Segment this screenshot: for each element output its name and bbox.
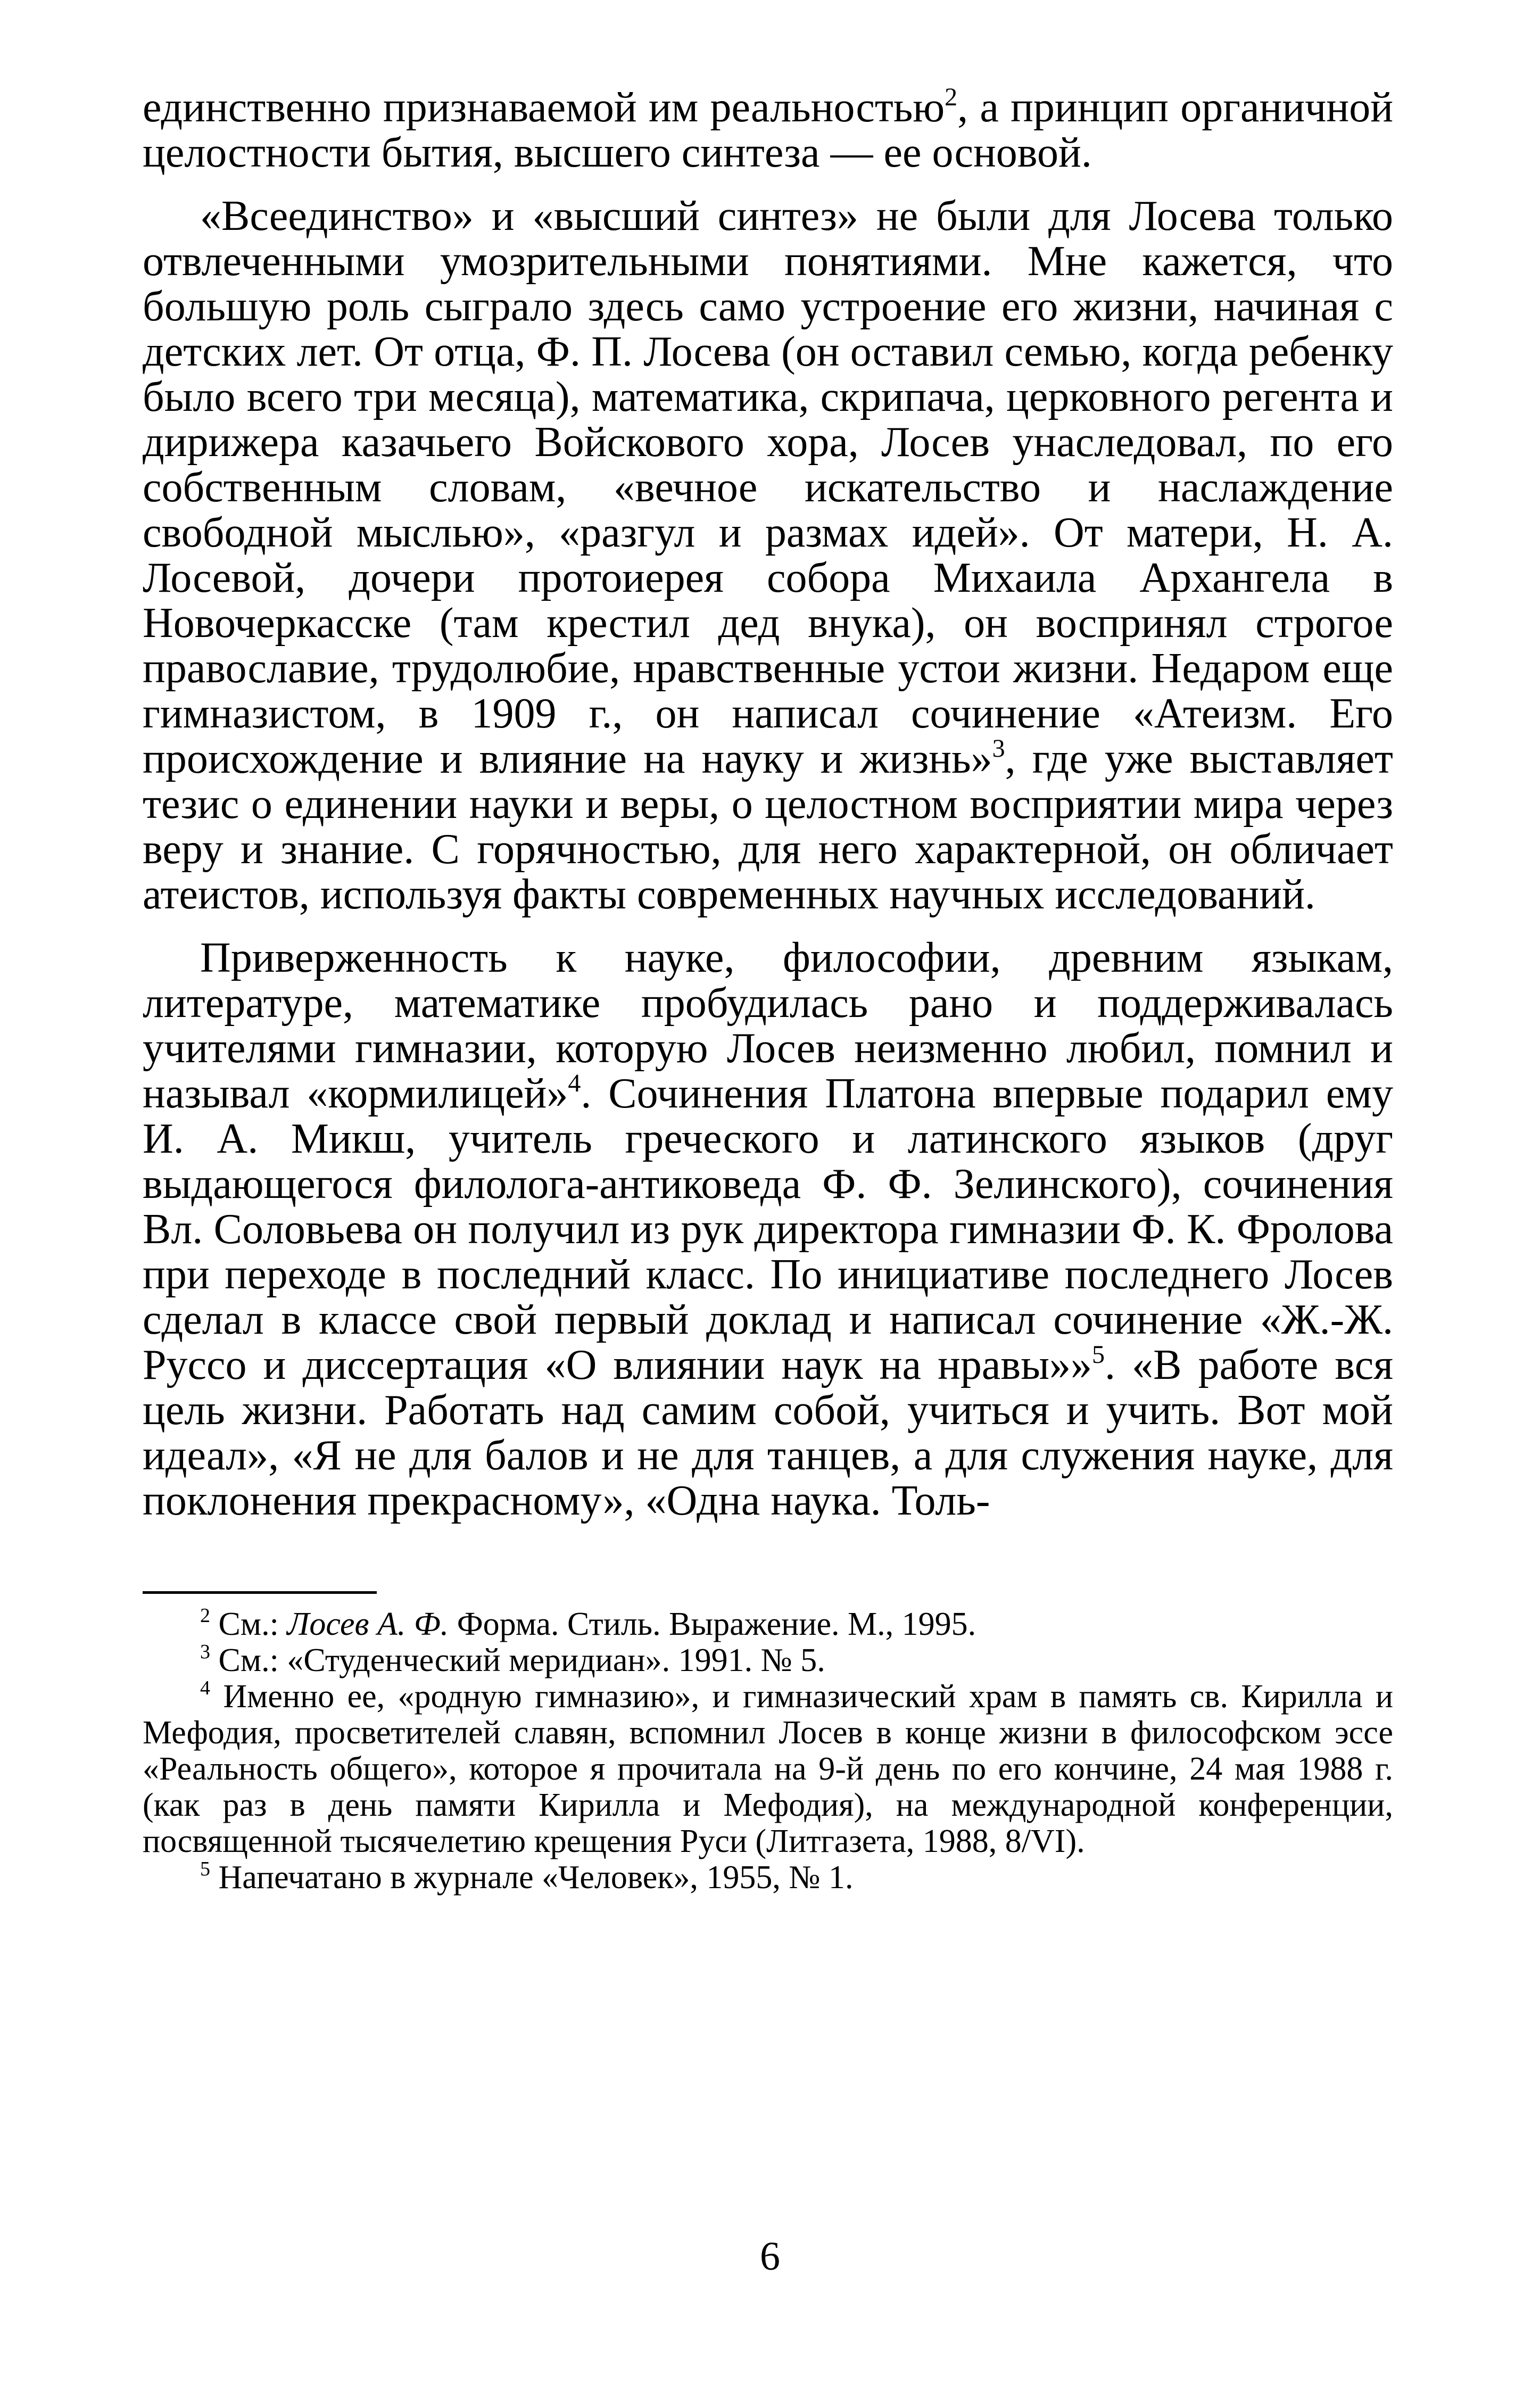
footnote-4 (143, 1678, 1393, 1859)
paragraph-3-text-b: . Сочинения Платона впервые подарил ему И. А. Микш, учитель греческого и латинского языков (друг выдающегося филолога-антиковеда Ф. Ф. Зелинского), сочинения Вл. Соловьева он получил из рук директора гимназии Ф. К. Фролова при переходе в последний класс. По инициативе последнего Лосев сделал в классе свой первый доклад и написал сочинение «Ж.-Ж. Руссо и диссертация «О влиянии наук на нравы»» (143, 1070, 1393, 1388)
footnote-3 (143, 1642, 1393, 1678)
paragraph-3-text-c: . «В работе вся цель жизни. Работать над самим собой, учиться и учить. Вот мой идеал», «Я не для балов и не для танцев, а для служения науке, для поклонения прекрасному», «Одна наука. Толь- (143, 1342, 1393, 1524)
paragraph-3-text-a: Приверженность к науке, философии, древним языкам, литературе, математике пробудилась рано и поддерживалась учителями гимназии, которую Лосев неизменно любил, помнил и называл «кормилицей» (143, 934, 1393, 1117)
main-text (143, 85, 1393, 1524)
paragraph-2-text-b: , где уже выставляет тезис о единении науки и веры, о целостном восприятии мира через веру и знание. С горячностью, для него характерной, он обличает атеистов, используя факты современных научных исследований. (143, 735, 1394, 918)
paragraph-2 (143, 194, 1393, 917)
footnote-3-text: См.: «Студенческий меридиан». 1991. № 5. (218, 1642, 825, 1678)
footnotes (143, 1606, 1393, 1896)
footnote-ref-5: 5 (1091, 1341, 1105, 1369)
footnote-2 (143, 1606, 1393, 1642)
footnote-5-text: Напечатано в журнале «Человек», 1955, № 1. (218, 1859, 854, 1896)
footnote-ref-3: 3 (992, 734, 1005, 763)
paragraph-2-text-a: «Всеединство» и «высший синтез» не были для Лосева только отвлеченными умозрительными понятиями. Мне кажется, что большую роль сыграло здесь само устроение его жизни, начиная с детских лет. От отца, Ф. П. Лосева (он оставил семью, когда ребенку было всего три месяца), математика, скрипача, церковного регента и дирижера казачьего Войскового хора, Лосев унаследовал, по его собственным словам, «вечное искательство и наслаждение свободной мыслью», «разгул и размах идей». От матери, Н. А. Лосевой, дочери протоиерея собора Михаила Архангела в Новочеркасске (там крестил дед внука), он воспринял строгое православие, трудолюбие, нравственные устои жизни. Недаром еще гимназистом, в 1909 г., он написал сочинение «Атеизм. Его происхождение и влияние на науку и жизнь» (143, 193, 1393, 782)
footnote-divider (143, 1591, 377, 1594)
footnote-4-text: Именно ее, «родную гимназию», и гимназический храм в память св. Кирилла и Мефодия, просветителей славян, вспомнил Лосев в конце жизни в философском эссе «Реальность общего», которое я прочитала на 9-й день по его кончине, 24 мая 1988 г. (как раз в день памяти Кирилла и Мефодия), на международной конференции, посвященной тысячелетию крещения Руси (Литгазета, 1988, 8/VI). (143, 1678, 1394, 1859)
footnote-2-author: Лосев А. Ф. (287, 1606, 449, 1642)
paragraph-3 (143, 936, 1393, 1524)
paragraph-1-text-a: единственно признаваемой им реальностью (143, 84, 945, 131)
footnote-number: 3 (200, 1641, 210, 1663)
footnote-ref-2: 2 (945, 83, 958, 111)
paragraph-1-text-b: , а принцип органичной целостности бытия, высшего синтеза — ее основой. (143, 84, 1393, 176)
page-number: 6 (760, 2234, 780, 2279)
footnote-number: 5 (200, 1858, 210, 1880)
footnote-number: 2 (200, 1604, 210, 1627)
footnote-2-pre: См.: (218, 1606, 287, 1642)
footnote-2-post: Форма. Стиль. Выражение. М., 1995. (449, 1606, 976, 1642)
footnote-number: 4 (200, 1677, 210, 1699)
footnote-5 (143, 1859, 1393, 1896)
paragraph-1 (143, 85, 1393, 176)
footnote-ref-4: 4 (568, 1069, 581, 1097)
